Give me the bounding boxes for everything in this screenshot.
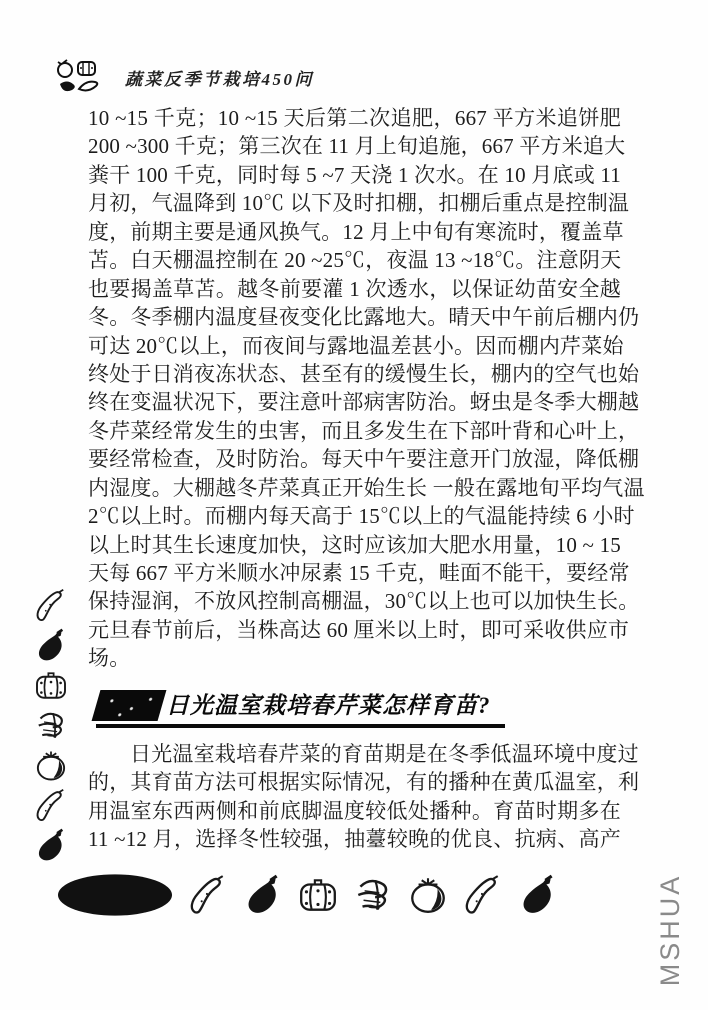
paragraph-1 [88, 104, 645, 673]
text-line: 可达 20℃以上，而夜间与露地温差甚小。因而棚内芹菜始 [88, 333, 624, 358]
text-line: 终在变温状况下，要注意叶部病害防治。蚜虫是冬季大棚越 [88, 390, 640, 415]
tomato-icon [407, 874, 449, 916]
text-line: 10 ~15 千克；10 ~15 天后第二次追肥，667 平方米追饼肥 [88, 106, 621, 130]
text-line: 粪干 100 千克，同时每 5 ~7 天浇 1 次水。在 10 月底或 11 [88, 162, 621, 187]
text-line: 200 ~300 千克；第三次在 11 月上旬追施，667 平方米追大 [88, 134, 626, 159]
text-line: 的，其育苗方法可根据实际情况，有的播种在黄瓜温室，利 [88, 770, 640, 795]
section-heading [96, 690, 505, 728]
text-line: 也要揭盖草苫。越冬前要灌 1 次透水，以保证幼苗安全越 [88, 276, 621, 301]
text-line: 冬。冬季棚内温度昼夜变化比露地大。晴天中午前后棚内仍 [88, 305, 640, 330]
pumpkin-icon [297, 874, 339, 916]
text-line: 2℃以上时。而棚内每天高于 15℃以上的气温能持续 6 小时 [88, 504, 635, 529]
text-line: 内湿度。大棚越冬芹菜真正开始生长 一般在露地旬平均气温 [88, 475, 645, 500]
eggplant-icon [242, 874, 284, 916]
text-line: 场。 [88, 646, 131, 671]
bottom-icon-row [56, 872, 559, 918]
tomato-icon [32, 748, 70, 783]
text-line: 元旦春节前后，当株高达 60 厘米以上时，即可采收供应市 [88, 617, 630, 642]
section-heading-title: 日光温室栽培春芹菜怎样育苗? [166, 693, 491, 718]
book-title: 蔬菜反季节栽培450问 [125, 69, 314, 89]
eggplant-icon [32, 828, 70, 863]
text-line: 度，前期主要是通风换气。12 月上中旬有寒流时，覆盖草 [88, 219, 624, 244]
ellipse-icon [56, 872, 174, 918]
text-line: 用温室东西两侧和前底脚温度较低处播种。育苗时期多在 [88, 798, 621, 823]
watermark-text: MSHUA [655, 873, 685, 987]
question-number-badge [92, 690, 167, 721]
text-line: 苫。白天棚温控制在 20 ~25℃，夜温 13 ~18℃。注意阴天 [88, 248, 622, 273]
text-line: 要经常检查，及时防治。每天中午要注意开门放湿，降低棚 [88, 447, 640, 472]
pumpkin-icon [32, 668, 70, 703]
text-line: 天每 667 平方米顺水冲尿素 15 千克，畦面不能干，要经常 [88, 561, 630, 585]
text-line: 冬芹菜经常发生的虫害，而且多发生在下部叶背和心叶上， [88, 418, 640, 443]
page-header [55, 56, 314, 98]
text-line: 保持湿润，不放风控制高棚温，30℃以上也可以加快生长。 [88, 589, 640, 614]
cucumber-icon [32, 788, 70, 823]
text-line: 月初，气温降到 10℃ 以下及时扣棚，扣棚后重点是控制温 [88, 191, 630, 216]
cucumber-icon [187, 874, 229, 916]
vegetable-cluster-icon [55, 58, 107, 96]
cucumber-icon [32, 588, 70, 623]
paragraph-2 [88, 740, 640, 854]
text-line: 11 ~12 月，选择冬性较强，抽薹较晚的优良、抗病、高产 [88, 827, 621, 852]
text-line: 以上时其生长速度加快，这时应该加大肥水用量，10 ~ 15 [88, 532, 621, 557]
cabbage-icon [352, 874, 394, 916]
cucumber-icon [462, 874, 504, 916]
eggplant-icon [32, 628, 70, 663]
margin-icon-strip [32, 588, 72, 863]
eggplant-icon [517, 874, 559, 916]
text-line: 日光温室栽培春芹菜的育苗期是在冬季低温环境中度过 [130, 742, 639, 766]
cabbage-icon [32, 708, 70, 743]
text-line: 终处于日消夜冻状态、甚至有的缓慢生长，棚内的空气也始 [88, 361, 640, 386]
